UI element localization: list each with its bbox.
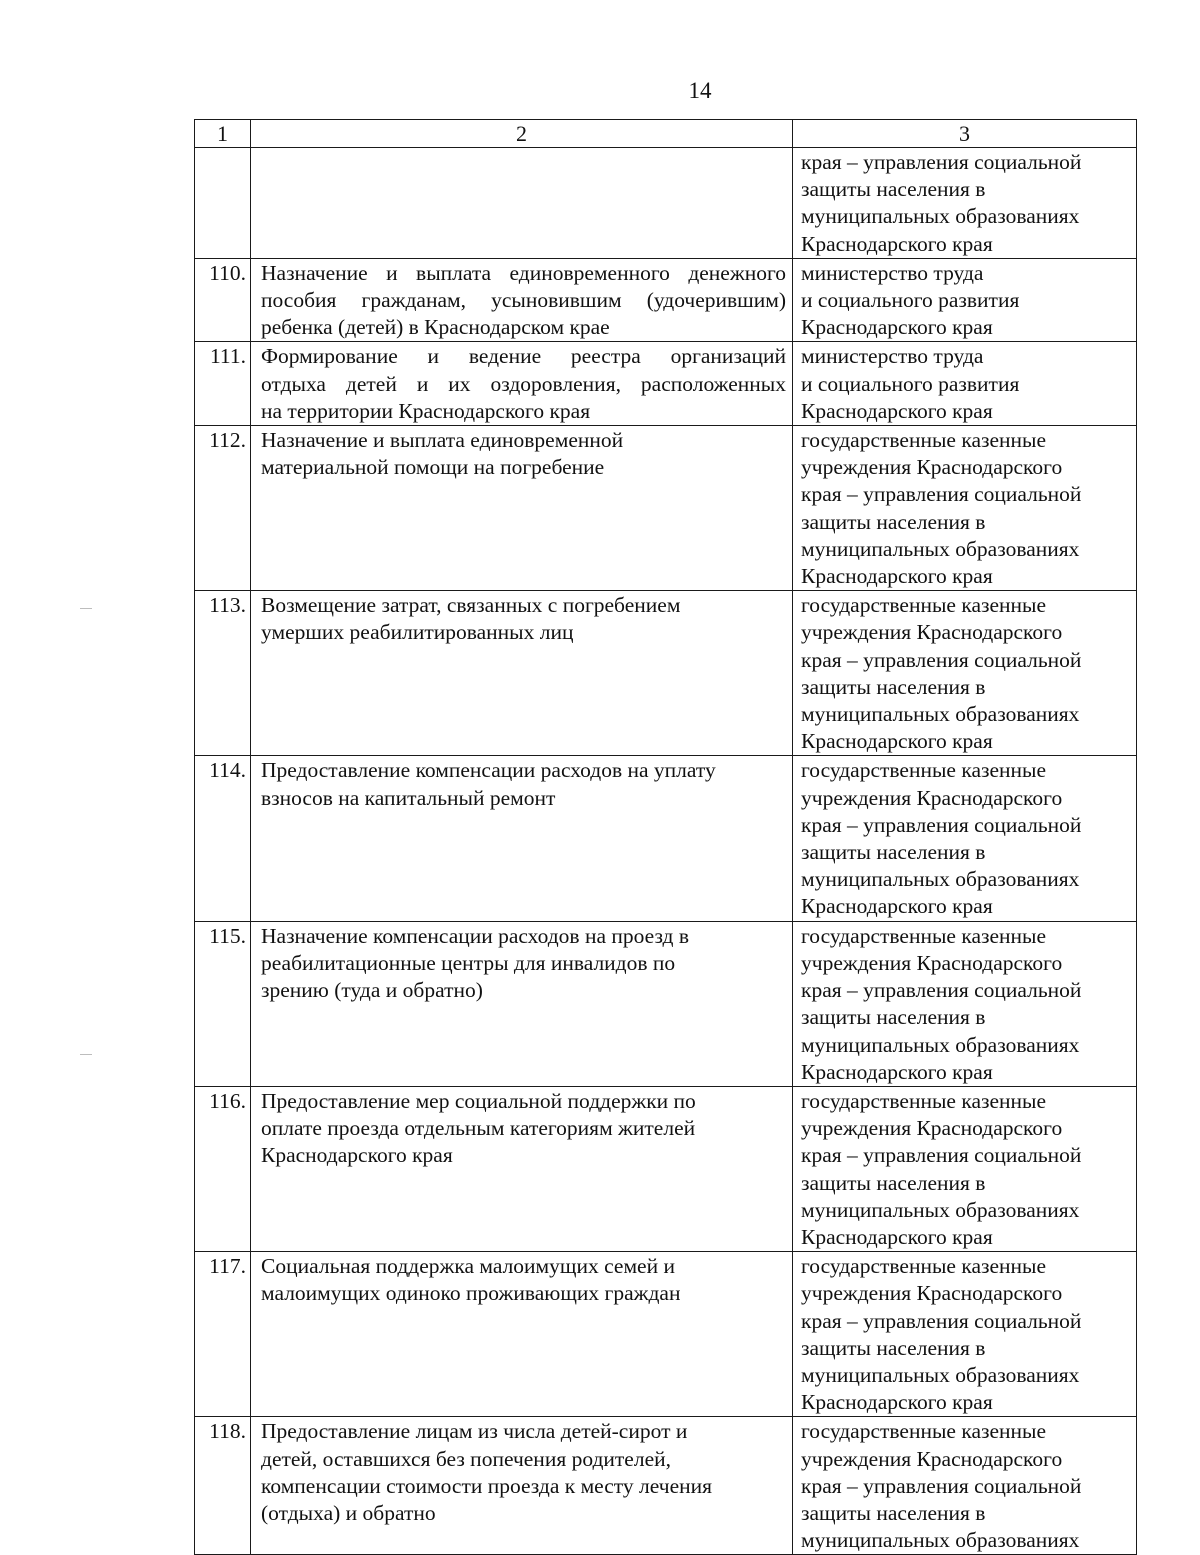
service-line: детей, оставшихся без попечения родителей, bbox=[261, 1446, 672, 1471]
row-number-cell: 113. bbox=[195, 591, 251, 756]
service-line: Краснодарского края bbox=[261, 1143, 453, 1168]
agency-line: края – управления социальной bbox=[801, 1143, 1082, 1168]
agency-line: защиты населения в bbox=[801, 1335, 986, 1360]
service-line: Назначение и выплата единовременного денежного bbox=[261, 260, 786, 285]
service-line: Возмещение затрат, связанных с погребением bbox=[261, 593, 681, 618]
service-line: пособия гражданам, усыновившим (удочерившим) bbox=[261, 288, 786, 313]
service-cell bbox=[251, 342, 793, 426]
agency-cell bbox=[793, 1417, 1137, 1555]
table-body bbox=[195, 148, 1137, 1555]
table-row bbox=[195, 921, 1137, 1086]
agency-cell bbox=[793, 591, 1137, 756]
service-line: Предоставление мер социальной поддержки по bbox=[261, 1088, 696, 1113]
agency-line: Краснодарского края bbox=[801, 1059, 993, 1084]
agency-line: учреждения Краснодарского bbox=[801, 455, 1063, 480]
agency-line: муниципальных образованиях bbox=[801, 1528, 1080, 1553]
row-number-cell: 115. bbox=[195, 921, 251, 1086]
agency-line: Краснодарского края bbox=[801, 231, 993, 256]
agency-line: министерство труда bbox=[801, 344, 984, 369]
row-number-cell bbox=[195, 148, 251, 259]
agency-line: государственные казенные bbox=[801, 758, 1047, 783]
agency-line: учреждения Краснодарского bbox=[801, 950, 1063, 975]
column-header-number: 1 bbox=[195, 120, 251, 148]
service-cell bbox=[251, 1417, 793, 1555]
service-cell bbox=[251, 1086, 793, 1251]
agency-line: Краснодарского края bbox=[801, 894, 993, 919]
agency-line: Краснодарского края bbox=[801, 1390, 993, 1415]
agency-cell bbox=[793, 342, 1137, 426]
row-number-cell: 117. bbox=[195, 1252, 251, 1417]
agency-cell bbox=[793, 756, 1137, 921]
service-line: реабилитационные центры для инвалидов по bbox=[261, 950, 676, 975]
agency-line: министерство труда bbox=[801, 260, 984, 285]
agency-cell bbox=[793, 148, 1137, 259]
table-row bbox=[195, 1417, 1137, 1555]
service-line: Предоставление лицам из числа детей-сирот и bbox=[261, 1419, 688, 1444]
service-line: умерших реабилитированных лиц bbox=[261, 620, 574, 645]
scan-margin-mark bbox=[80, 608, 92, 609]
agency-line: учреждения Краснодарского bbox=[801, 1116, 1063, 1141]
agency-line: муниципальных образованиях bbox=[801, 204, 1080, 229]
agency-cell bbox=[793, 1086, 1137, 1251]
agency-line: защиты населения в bbox=[801, 840, 986, 865]
agency-line: государственные казенные bbox=[801, 428, 1047, 453]
agency-line: Краснодарского края bbox=[801, 315, 993, 340]
service-line: малоимущих одиноко проживающих граждан bbox=[261, 1281, 681, 1306]
scan-margin-mark bbox=[80, 1054, 92, 1055]
agency-line: края – управления социальной bbox=[801, 647, 1082, 672]
service-cell bbox=[251, 756, 793, 921]
agency-line: государственные казенные bbox=[801, 593, 1047, 618]
services-table bbox=[194, 119, 1137, 1555]
agency-line: края – управления социальной bbox=[801, 812, 1082, 837]
service-cell bbox=[251, 426, 793, 591]
table-row bbox=[195, 756, 1137, 921]
agency-line: края – управления социальной bbox=[801, 150, 1082, 174]
agency-line: муниципальных образованиях bbox=[801, 536, 1080, 561]
agency-line: защиты населения в bbox=[801, 674, 986, 699]
agency-line: муниципальных образованиях bbox=[801, 702, 1080, 727]
service-line: Назначение и выплата единовременной bbox=[261, 428, 624, 453]
agency-line: учреждения Краснодарского bbox=[801, 785, 1063, 810]
agency-cell bbox=[793, 258, 1137, 342]
agency-line: государственные казенные bbox=[801, 923, 1047, 948]
agency-line: учреждения Краснодарского bbox=[801, 620, 1063, 645]
table-row bbox=[195, 258, 1137, 342]
agency-line: и социального развития bbox=[801, 288, 1020, 313]
table-row bbox=[195, 591, 1137, 756]
table-row bbox=[195, 426, 1137, 591]
table-row bbox=[195, 1086, 1137, 1251]
service-line: на территории Краснодарского края bbox=[261, 398, 591, 423]
page-number: 14 bbox=[688, 78, 712, 103]
agency-cell bbox=[793, 921, 1137, 1086]
agency-line: муниципальных образованиях bbox=[801, 1032, 1080, 1057]
service-line: зрению (туда и обратно) bbox=[261, 978, 483, 1003]
service-line: Формирование и ведение реестра организаций bbox=[261, 344, 786, 369]
agency-line: учреждения Краснодарского bbox=[801, 1281, 1063, 1306]
service-line: материальной помощи на погребение bbox=[261, 455, 605, 480]
agency-line: защиты населения в bbox=[801, 1170, 986, 1195]
service-line: оплате проезда отдельным категориям жителей bbox=[261, 1116, 696, 1141]
service-line: отдыха детей и их оздоровления, расположенных bbox=[261, 371, 786, 396]
service-line: Предоставление компенсации расходов на уплату bbox=[261, 758, 716, 783]
row-number-cell: 111. bbox=[195, 342, 251, 426]
agency-line: учреждения Краснодарского bbox=[801, 1446, 1063, 1471]
agency-line: защиты населения в bbox=[801, 1005, 986, 1030]
service-cell bbox=[251, 591, 793, 756]
service-line: взносов на капитальный ремонт bbox=[261, 785, 556, 810]
column-header-agency: 3 bbox=[793, 120, 1137, 148]
agency-line: Краснодарского края bbox=[801, 729, 993, 754]
column-header-service: 2 bbox=[251, 120, 793, 148]
row-number-cell: 118. bbox=[195, 1417, 251, 1555]
agency-line: муниципальных образованиях bbox=[801, 1362, 1080, 1387]
agency-cell bbox=[793, 426, 1137, 591]
table-header-row bbox=[195, 120, 1137, 148]
service-line: компенсации стоимости проезда к месту лечения bbox=[261, 1473, 713, 1498]
agency-cell bbox=[793, 1252, 1137, 1417]
service-line: Социальная поддержка малоимущих семей и bbox=[261, 1254, 675, 1279]
agency-line: государственные казенные bbox=[801, 1088, 1047, 1113]
service-line: Назначение компенсации расходов на проезд в bbox=[261, 923, 690, 948]
agency-line: муниципальных образованиях bbox=[801, 867, 1080, 892]
row-number-cell: 116. bbox=[195, 1086, 251, 1251]
table-row bbox=[195, 1252, 1137, 1417]
row-number-cell: 110. bbox=[195, 258, 251, 342]
agency-line: государственные казенные bbox=[801, 1419, 1047, 1444]
service-cell bbox=[251, 148, 793, 259]
agency-line: Краснодарского края bbox=[801, 398, 993, 423]
service-cell bbox=[251, 921, 793, 1086]
row-number-cell: 114. bbox=[195, 756, 251, 921]
table-row-continuation bbox=[195, 148, 1137, 259]
agency-line: Краснодарского края bbox=[801, 1224, 993, 1249]
service-cell bbox=[251, 258, 793, 342]
table-header bbox=[195, 120, 1137, 148]
service-cell bbox=[251, 1252, 793, 1417]
agency-line: края – управления социальной bbox=[801, 978, 1082, 1003]
agency-line: муниципальных образованиях bbox=[801, 1197, 1080, 1222]
agency-line: государственные казенные bbox=[801, 1254, 1047, 1279]
service-line: (отдыха) и обратно bbox=[261, 1500, 436, 1525]
service-line: ребенка (детей) в Краснодарском крае bbox=[261, 315, 610, 340]
agency-line: защиты населения в bbox=[801, 1500, 986, 1525]
row-number-cell: 112. bbox=[195, 426, 251, 591]
agency-line: защиты населения в bbox=[801, 177, 986, 202]
agency-line: края – управления социальной bbox=[801, 1473, 1082, 1498]
agency-line: края – управления социальной bbox=[801, 1308, 1082, 1333]
agency-line: Краснодарского края bbox=[801, 564, 993, 589]
table-row bbox=[195, 342, 1137, 426]
agency-line: защиты населения в bbox=[801, 509, 986, 534]
agency-line: края – управления социальной bbox=[801, 482, 1082, 507]
agency-line: и социального развития bbox=[801, 371, 1020, 396]
